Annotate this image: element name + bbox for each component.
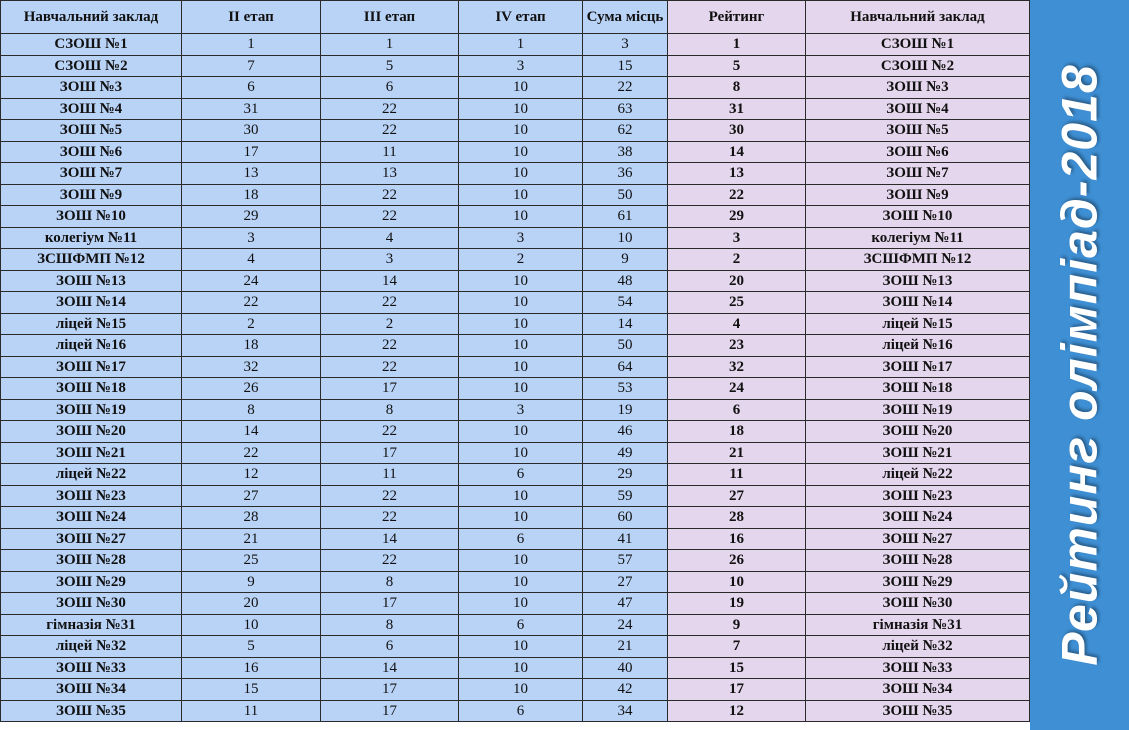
cell-stage-4: 10 [459,313,583,335]
cell-rating: 31 [668,98,806,120]
cell-stage-4: 2 [459,249,583,271]
cell-rating: 18 [668,421,806,443]
cell-sum-places: 40 [583,657,668,679]
cell-stage-2: 15 [182,679,321,701]
cell-stage-3: 22 [321,335,459,357]
cell-stage-4: 10 [459,593,583,615]
cell-sum-places: 59 [583,485,668,507]
cell-rating: 10 [668,571,806,593]
table-row [1,614,1030,636]
cell-institution: ЗОШ №6 [1,141,182,163]
cell-stage-2: 28 [182,507,321,529]
cell-rating: 27 [668,485,806,507]
table-row [1,636,1030,658]
header-institution: Навчальний заклад [1,1,182,34]
cell-institution: ЗОШ №23 [1,485,182,507]
cell-rating: 28 [668,507,806,529]
cell-stage-2: 14 [182,421,321,443]
cell-stage-4: 10 [459,657,583,679]
cell-stage-2: 18 [182,184,321,206]
cell-rating: 29 [668,206,806,228]
cell-stage-3: 8 [321,399,459,421]
table-row [1,227,1030,249]
cell-sum-places: 61 [583,206,668,228]
cell-institution: ЗОШ №4 [1,98,182,120]
cell-institution-right: ЗОШ №10 [806,206,1030,228]
cell-sum-places: 10 [583,227,668,249]
cell-institution: ліцей №15 [1,313,182,335]
cell-institution: колегіум №11 [1,227,182,249]
header-stage-2: II етап [182,1,321,34]
cell-rating: 8 [668,77,806,99]
table-row [1,55,1030,77]
cell-institution: ЗОШ №30 [1,593,182,615]
cell-stage-3: 17 [321,679,459,701]
cell-institution: ЗОШ №13 [1,270,182,292]
table-row [1,98,1030,120]
cell-institution: ЗОШ №33 [1,657,182,679]
cell-institution: ліцей №32 [1,636,182,658]
cell-stage-2: 30 [182,120,321,142]
table-row [1,206,1030,228]
cell-stage-4: 10 [459,141,583,163]
cell-sum-places: 60 [583,507,668,529]
table-row [1,270,1030,292]
cell-stage-4: 10 [459,571,583,593]
cell-rating: 13 [668,163,806,185]
cell-stage-2: 29 [182,206,321,228]
cell-stage-3: 17 [321,378,459,400]
cell-institution-right: ЗОШ №6 [806,141,1030,163]
table-row [1,378,1030,400]
table-row [1,356,1030,378]
cell-stage-3: 3 [321,249,459,271]
cell-rating: 9 [668,614,806,636]
cell-institution-right: ЗОШ №3 [806,77,1030,99]
cell-stage-4: 3 [459,55,583,77]
cell-stage-4: 10 [459,120,583,142]
cell-sum-places: 57 [583,550,668,572]
table-row [1,184,1030,206]
cell-sum-places: 53 [583,378,668,400]
cell-stage-3: 8 [321,571,459,593]
cell-sum-places: 15 [583,55,668,77]
cell-institution-right: ЗОШ №13 [806,270,1030,292]
table-row [1,421,1030,443]
table-row [1,657,1030,679]
cell-institution: ЗОШ №14 [1,292,182,314]
cell-sum-places: 27 [583,571,668,593]
cell-stage-4: 10 [459,206,583,228]
cell-stage-2: 32 [182,356,321,378]
table-row [1,313,1030,335]
cell-stage-3: 2 [321,313,459,335]
cell-institution-right: ЗСШФМП №12 [806,249,1030,271]
cell-institution: ЗОШ №24 [1,507,182,529]
cell-institution: ЗОШ №9 [1,184,182,206]
cell-rating: 2 [668,249,806,271]
cell-stage-2: 22 [182,292,321,314]
cell-rating: 7 [668,636,806,658]
cell-rating: 3 [668,227,806,249]
cell-sum-places: 64 [583,356,668,378]
cell-rating: 20 [668,270,806,292]
cell-stage-3: 17 [321,442,459,464]
cell-institution: СЗОШ №2 [1,55,182,77]
cell-rating: 32 [668,356,806,378]
cell-institution: ліцей №16 [1,335,182,357]
cell-institution: ЗСШФМП №12 [1,249,182,271]
cell-stage-3: 11 [321,464,459,486]
cell-stage-3: 17 [321,593,459,615]
header-row [1,1,1030,34]
cell-rating: 23 [668,335,806,357]
cell-stage-3: 13 [321,163,459,185]
cell-institution: ЗОШ №7 [1,163,182,185]
header-institution-right: Навчальний заклад [806,1,1030,34]
table-row [1,292,1030,314]
cell-stage-3: 22 [321,98,459,120]
cell-stage-3: 11 [321,141,459,163]
cell-stage-4: 10 [459,98,583,120]
cell-institution-right: ЗОШ №23 [806,485,1030,507]
cell-institution-right: СЗОШ №1 [806,34,1030,56]
table-row [1,141,1030,163]
cell-stage-4: 10 [459,184,583,206]
cell-rating: 4 [668,313,806,335]
cell-stage-4: 10 [459,421,583,443]
cell-institution-right: гімназія №31 [806,614,1030,636]
cell-stage-2: 18 [182,335,321,357]
cell-institution-right: ЗОШ №18 [806,378,1030,400]
cell-sum-places: 36 [583,163,668,185]
cell-institution: ЗОШ №29 [1,571,182,593]
cell-institution-right: ЗОШ №21 [806,442,1030,464]
cell-stage-4: 10 [459,679,583,701]
cell-institution-right: ліцей №32 [806,636,1030,658]
cell-stage-2: 27 [182,485,321,507]
cell-stage-3: 5 [321,55,459,77]
cell-sum-places: 50 [583,184,668,206]
header-stage-3: III етап [321,1,459,34]
cell-stage-4: 10 [459,507,583,529]
cell-stage-4: 1 [459,34,583,56]
cell-institution-right: ЗОШ №27 [806,528,1030,550]
cell-institution: ЗОШ №20 [1,421,182,443]
cell-rating: 19 [668,593,806,615]
cell-stage-3: 14 [321,528,459,550]
table-row [1,399,1030,421]
cell-rating: 6 [668,399,806,421]
cell-sum-places: 54 [583,292,668,314]
table-row [1,464,1030,486]
cell-stage-2: 7 [182,55,321,77]
table-row [1,571,1030,593]
cell-institution-right: ЗОШ №29 [806,571,1030,593]
cell-institution: ЗОШ №10 [1,206,182,228]
cell-stage-2: 5 [182,636,321,658]
header-rating: Рейтинг [668,1,806,34]
table-row [1,77,1030,99]
table-row [1,593,1030,615]
cell-institution: гімназія №31 [1,614,182,636]
cell-institution-right: СЗОШ №2 [806,55,1030,77]
cell-stage-2: 17 [182,141,321,163]
cell-rating: 30 [668,120,806,142]
cell-stage-4: 6 [459,700,583,722]
cell-stage-4: 10 [459,270,583,292]
cell-sum-places: 48 [583,270,668,292]
cell-sum-places: 42 [583,679,668,701]
cell-institution-right: ЗОШ №14 [806,292,1030,314]
cell-rating: 1 [668,34,806,56]
cell-institution: ЗОШ №19 [1,399,182,421]
cell-institution: ЗОШ №28 [1,550,182,572]
cell-institution: ЗОШ №3 [1,77,182,99]
cell-stage-2: 1 [182,34,321,56]
cell-sum-places: 34 [583,700,668,722]
cell-institution-right: ліцей №16 [806,335,1030,357]
cell-stage-3: 17 [321,700,459,722]
cell-stage-2: 24 [182,270,321,292]
cell-institution: ЗОШ №18 [1,378,182,400]
cell-stage-3: 6 [321,636,459,658]
cell-stage-3: 8 [321,614,459,636]
cell-stage-2: 2 [182,313,321,335]
cell-stage-4: 3 [459,227,583,249]
cell-stage-3: 14 [321,657,459,679]
table-row [1,485,1030,507]
cell-stage-4: 10 [459,356,583,378]
cell-stage-4: 10 [459,163,583,185]
cell-sum-places: 50 [583,335,668,357]
cell-rating: 5 [668,55,806,77]
cell-stage-4: 10 [459,636,583,658]
cell-sum-places: 63 [583,98,668,120]
cell-institution-right: ЗОШ №28 [806,550,1030,572]
cell-rating: 16 [668,528,806,550]
cell-institution: СЗОШ №1 [1,34,182,56]
table-header [1,1,1030,34]
cell-stage-4: 6 [459,464,583,486]
cell-stage-2: 25 [182,550,321,572]
cell-stage-2: 22 [182,442,321,464]
cell-sum-places: 9 [583,249,668,271]
banner-title: Рейтинг олімпіад-2018 [1051,64,1108,666]
cell-stage-3: 22 [321,184,459,206]
cell-stage-2: 12 [182,464,321,486]
cell-institution-right: ЗОШ №20 [806,421,1030,443]
cell-institution-right: ліцей №15 [806,313,1030,335]
cell-sum-places: 19 [583,399,668,421]
cell-stage-3: 14 [321,270,459,292]
cell-stage-3: 22 [321,120,459,142]
cell-stage-3: 1 [321,34,459,56]
table-row [1,507,1030,529]
cell-stage-4: 3 [459,399,583,421]
cell-stage-2: 6 [182,77,321,99]
cell-sum-places: 14 [583,313,668,335]
cell-stage-2: 21 [182,528,321,550]
cell-institution-right: ЗОШ №5 [806,120,1030,142]
cell-stage-4: 10 [459,378,583,400]
cell-institution-right: ЗОШ №9 [806,184,1030,206]
cell-institution-right: ЗОШ №30 [806,593,1030,615]
cell-stage-2: 4 [182,249,321,271]
cell-institution: ЗОШ №21 [1,442,182,464]
cell-stage-3: 22 [321,206,459,228]
cell-stage-4: 10 [459,550,583,572]
table-row [1,249,1030,271]
cell-sum-places: 29 [583,464,668,486]
cell-stage-3: 22 [321,421,459,443]
table-row [1,528,1030,550]
side-banner [1030,0,1129,730]
cell-institution: ЗОШ №5 [1,120,182,142]
cell-sum-places: 49 [583,442,668,464]
cell-rating: 22 [668,184,806,206]
table-body [1,34,1030,722]
cell-sum-places: 3 [583,34,668,56]
cell-rating: 14 [668,141,806,163]
cell-rating: 25 [668,292,806,314]
cell-rating: 11 [668,464,806,486]
cell-stage-3: 22 [321,356,459,378]
cell-institution: ЗОШ №34 [1,679,182,701]
cell-stage-2: 16 [182,657,321,679]
table-row [1,550,1030,572]
cell-stage-3: 6 [321,77,459,99]
cell-rating: 15 [668,657,806,679]
cell-sum-places: 62 [583,120,668,142]
cell-rating: 17 [668,679,806,701]
cell-institution-right: ЗОШ №24 [806,507,1030,529]
cell-institution: ЗОШ №27 [1,528,182,550]
cell-stage-4: 10 [459,292,583,314]
cell-rating: 21 [668,442,806,464]
cell-rating: 26 [668,550,806,572]
cell-institution: ЗОШ №35 [1,700,182,722]
table-row [1,679,1030,701]
cell-stage-2: 31 [182,98,321,120]
cell-stage-2: 3 [182,227,321,249]
cell-stage-2: 26 [182,378,321,400]
cell-stage-3: 22 [321,550,459,572]
cell-institution: ЗОШ №17 [1,356,182,378]
table-row [1,335,1030,357]
cell-institution-right: ЗОШ №7 [806,163,1030,185]
cell-stage-4: 10 [459,335,583,357]
table-row [1,120,1030,142]
cell-institution-right: ЗОШ №19 [806,399,1030,421]
cell-stage-2: 10 [182,614,321,636]
cell-stage-3: 22 [321,485,459,507]
cell-stage-3: 22 [321,507,459,529]
cell-institution-right: ЗОШ №17 [806,356,1030,378]
cell-institution-right: колегіум №11 [806,227,1030,249]
table-row [1,700,1030,722]
cell-sum-places: 38 [583,141,668,163]
cell-stage-3: 4 [321,227,459,249]
cell-institution-right: ЗОШ №34 [806,679,1030,701]
cell-stage-4: 10 [459,77,583,99]
cell-sum-places: 22 [583,77,668,99]
cell-sum-places: 21 [583,636,668,658]
cell-stage-4: 10 [459,485,583,507]
cell-stage-4: 10 [459,442,583,464]
cell-stage-2: 8 [182,399,321,421]
cell-institution-right: ЗОШ №33 [806,657,1030,679]
table-row [1,163,1030,185]
cell-stage-2: 11 [182,700,321,722]
cell-sum-places: 46 [583,421,668,443]
cell-sum-places: 47 [583,593,668,615]
cell-sum-places: 41 [583,528,668,550]
cell-stage-3: 22 [321,292,459,314]
cell-stage-4: 6 [459,528,583,550]
cell-institution-right: ЗОШ №4 [806,98,1030,120]
header-stage-4: IV етап [459,1,583,34]
cell-institution-right: ліцей №22 [806,464,1030,486]
cell-stage-2: 20 [182,593,321,615]
table-row [1,34,1030,56]
cell-stage-4: 6 [459,614,583,636]
table-row [1,442,1030,464]
cell-rating: 24 [668,378,806,400]
cell-institution-right: ЗОШ №35 [806,700,1030,722]
cell-institution: ліцей №22 [1,464,182,486]
cell-sum-places: 24 [583,614,668,636]
cell-stage-2: 13 [182,163,321,185]
header-sum-places: Сума місць [583,1,668,34]
cell-stage-2: 9 [182,571,321,593]
cell-rating: 12 [668,700,806,722]
